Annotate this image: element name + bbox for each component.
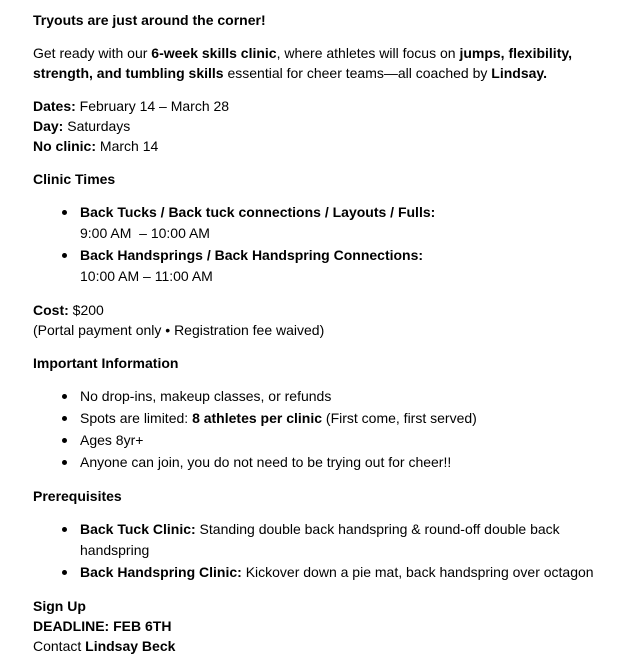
text-run-bold: Lindsay Beck — [85, 638, 176, 654]
list-item-text — [80, 245, 620, 287]
text-run: No drop-ins, makeup classes, or refunds — [80, 388, 332, 404]
text-run: Get ready with our — [33, 45, 152, 61]
text-run-bold: Clinic Times — [33, 171, 116, 187]
paragraph — [33, 43, 620, 83]
text-run-bold: Sign Up — [33, 598, 86, 614]
text-run: Spots are limited: — [80, 410, 193, 426]
list-item — [33, 386, 620, 407]
bullet-list — [33, 202, 620, 287]
text-run-bold: No clinic: — [33, 138, 97, 154]
text-run: Anyone can join, you do not need to be trying out for cheer!! — [80, 454, 452, 470]
text-run: Contact — [33, 638, 86, 654]
list-item — [33, 452, 620, 473]
list-item-text — [80, 452, 620, 473]
paragraph — [33, 10, 620, 30]
list-item — [33, 519, 620, 561]
text-run-bold: Tryouts are just around the corner! — [33, 12, 266, 28]
text-run: , where athletes will focus on — [276, 45, 460, 61]
list-item — [33, 562, 620, 583]
list-item — [33, 245, 620, 287]
text-run: (Portal payment only • Registration fee waived) — [33, 322, 325, 338]
list-item-text — [80, 430, 620, 451]
paragraph — [33, 169, 620, 189]
text-run-bold: Cost: — [33, 302, 69, 318]
text-run-bold: Prerequisites — [33, 488, 122, 504]
text-run: February 14 – March 28 — [75, 98, 230, 114]
list-item-text — [80, 408, 620, 429]
text-run-bold: jumps, flexibility, strength, and tumbling skills — [33, 45, 576, 81]
bullet-icon — [62, 527, 67, 532]
paragraph — [33, 300, 620, 340]
document-body — [33, 10, 620, 656]
bullet-icon — [62, 460, 67, 465]
text-run-bold: 8 athletes per clinic — [192, 410, 323, 426]
bullet-list — [33, 386, 620, 473]
text-run: 9:00 AM – 10:00 AM — [80, 225, 210, 241]
paragraph — [33, 486, 620, 506]
text-run: essential for cheer teams—all coached by — [223, 65, 492, 81]
list-item-text — [80, 519, 620, 561]
text-run-bold: 6-week skills clinic — [151, 45, 277, 61]
text-run: 10:00 AM – 11:00 AM — [80, 268, 213, 284]
bullet-icon — [62, 438, 67, 443]
paragraph — [33, 353, 620, 373]
text-run-bold: Back Tuck Clinic: — [80, 521, 196, 537]
text-run: $200 — [68, 302, 104, 318]
text-run-bold: DEADLINE: FEB 6TH — [33, 618, 172, 634]
list-item-text — [80, 202, 620, 244]
text-run-bold: Dates: — [33, 98, 76, 114]
text-run-bold: Lindsay. — [491, 65, 548, 81]
text-run: Saturdays — [63, 118, 131, 134]
list-item — [33, 408, 620, 429]
text-run-bold: Back Handsprings / Back Handspring Connections: — [80, 247, 424, 263]
text-run: (First come, first served) — [322, 410, 477, 426]
list-item — [33, 430, 620, 451]
bullet-icon — [62, 253, 67, 258]
text-run: Ages 8yr+ — [80, 432, 144, 448]
paragraph — [33, 596, 620, 656]
text-run: Kickover down a pie mat, back handspring over octagon — [241, 564, 594, 580]
bullet-icon — [62, 210, 67, 215]
text-run: March 14 — [96, 138, 159, 154]
text-run: Standing double back handspring & round-off double back handspring — [80, 521, 564, 558]
text-run-bold: Day: — [33, 118, 64, 134]
list-item-text — [80, 386, 620, 407]
bullet-icon — [62, 416, 67, 421]
bullet-list — [33, 519, 620, 583]
text-run-bold: Important Information — [33, 355, 179, 371]
text-run-bold: Back Handspring Clinic: — [80, 564, 242, 580]
paragraph — [33, 96, 620, 156]
bullet-icon — [62, 394, 67, 399]
list-item-text — [80, 562, 620, 583]
bullet-icon — [62, 570, 67, 575]
list-item — [33, 202, 620, 244]
text-run-bold: Back Tucks / Back tuck connections / Layouts / Fulls: — [80, 204, 436, 220]
